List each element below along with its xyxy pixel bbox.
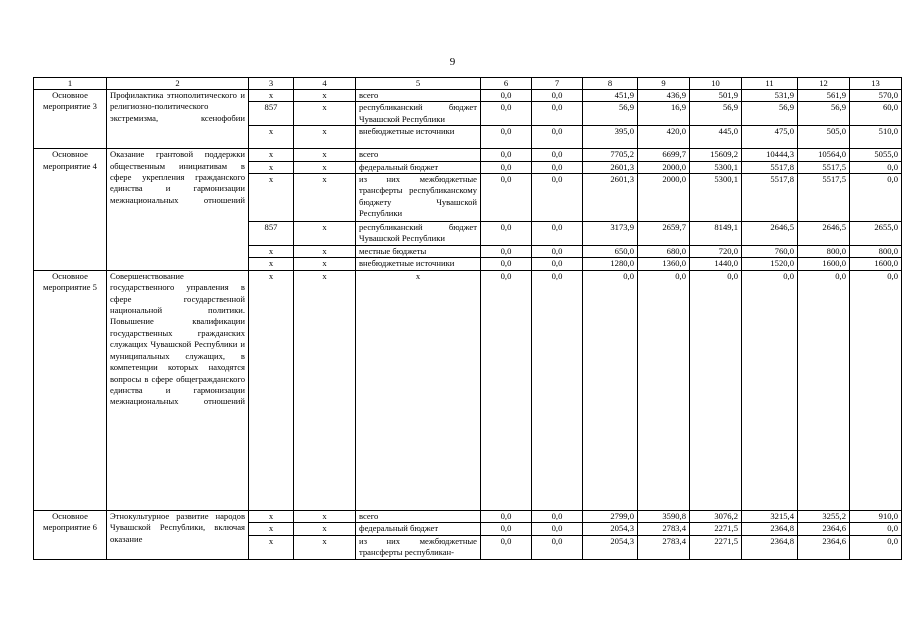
value-cell: 3255,2 <box>798 510 850 522</box>
value-cell: 0,0 <box>532 174 583 222</box>
column-header: 5 <box>356 78 481 90</box>
value-cell: 3173,9 <box>583 222 638 246</box>
value-cell: 2054,3 <box>583 535 638 559</box>
col3-cell: x <box>249 510 294 522</box>
value-cell: 720,0 <box>690 246 742 258</box>
col4-cell: x <box>294 174 356 222</box>
col4-cell: x <box>294 126 356 149</box>
value-cell: 1600,0 <box>850 258 902 270</box>
measure-description: Этнокультурное развитие народов Чувашской Республики, включая оказание <box>107 510 249 559</box>
value-cell: 10444,3 <box>742 149 798 161</box>
funding-source: x <box>356 270 481 510</box>
value-cell: 0,0 <box>481 149 532 161</box>
value-cell: 2000,0 <box>638 174 690 222</box>
value-cell: 10564,0 <box>798 149 850 161</box>
col3-cell: x <box>249 174 294 222</box>
value-cell: 2364,6 <box>798 523 850 535</box>
value-cell: 0,0 <box>742 270 798 510</box>
column-header: 3 <box>249 78 294 90</box>
col4-cell: x <box>294 270 356 510</box>
value-cell: 2054,3 <box>583 523 638 535</box>
value-cell: 2783,4 <box>638 523 690 535</box>
column-header: 10 <box>690 78 742 90</box>
value-cell: 0,0 <box>532 161 583 173</box>
value-cell: 2364,6 <box>798 535 850 559</box>
value-cell: 2271,5 <box>690 535 742 559</box>
col3-cell: 857 <box>249 222 294 246</box>
col4-cell: x <box>294 246 356 258</box>
value-cell: 650,0 <box>583 246 638 258</box>
table-body <box>34 78 902 560</box>
col3-cell: x <box>249 535 294 559</box>
column-header: 13 <box>850 78 902 90</box>
col3-cell: x <box>249 149 294 161</box>
funding-source: местные бюджеты <box>356 246 481 258</box>
funding-source: внебюджетные источники <box>356 258 481 270</box>
value-cell: 0,0 <box>532 102 583 126</box>
value-cell: 395,0 <box>583 126 638 149</box>
col4-cell: x <box>294 258 356 270</box>
value-cell: 1520,0 <box>742 258 798 270</box>
value-cell: 0,0 <box>481 523 532 535</box>
value-cell: 531,9 <box>742 90 798 102</box>
value-cell: 505,0 <box>798 126 850 149</box>
value-cell: 2655,0 <box>850 222 902 246</box>
value-cell: 2799,0 <box>583 510 638 522</box>
value-cell: 570,0 <box>850 90 902 102</box>
col4-cell: x <box>294 102 356 126</box>
funding-source: всего <box>356 149 481 161</box>
value-cell: 1360,0 <box>638 258 690 270</box>
value-cell: 451,9 <box>583 90 638 102</box>
value-cell: 561,9 <box>798 90 850 102</box>
value-cell: 0,0 <box>532 270 583 510</box>
value-cell: 2601,3 <box>583 161 638 173</box>
funding-source: из них межбюджетные трансферты республиканскому бюджету Чувашской Республики <box>356 174 481 222</box>
value-cell: 0,0 <box>532 535 583 559</box>
value-cell: 0,0 <box>532 258 583 270</box>
value-cell: 2271,5 <box>690 523 742 535</box>
col3-cell: x <box>249 258 294 270</box>
value-cell: 0,0 <box>481 258 532 270</box>
value-cell: 2601,3 <box>583 174 638 222</box>
value-cell: 0,0 <box>850 270 902 510</box>
value-cell: 0,0 <box>532 126 583 149</box>
value-cell: 1600,0 <box>798 258 850 270</box>
value-cell: 0,0 <box>850 535 902 559</box>
col4-cell: x <box>294 535 356 559</box>
col3-cell: x <box>249 90 294 102</box>
value-cell: 5517,8 <box>742 161 798 173</box>
value-cell: 0,0 <box>481 270 532 510</box>
value-cell: 0,0 <box>532 222 583 246</box>
column-header: 7 <box>532 78 583 90</box>
value-cell: 0,0 <box>532 149 583 161</box>
value-cell: 2364,8 <box>742 523 798 535</box>
value-cell: 680,0 <box>638 246 690 258</box>
column-header: 6 <box>481 78 532 90</box>
value-cell: 800,0 <box>798 246 850 258</box>
column-header: 1 <box>34 78 107 90</box>
col3-cell: x <box>249 126 294 149</box>
funding-source: федеральный бюджет <box>356 523 481 535</box>
col4-cell: x <box>294 161 356 173</box>
value-cell: 5300,1 <box>690 174 742 222</box>
value-cell: 3076,2 <box>690 510 742 522</box>
value-cell: 0,0 <box>638 270 690 510</box>
funding-source: всего <box>356 90 481 102</box>
budget-table <box>33 77 902 560</box>
value-cell: 7705,2 <box>583 149 638 161</box>
value-cell: 56,9 <box>690 102 742 126</box>
value-cell: 436,9 <box>638 90 690 102</box>
funding-source: из них межбюджетные трансферты республикан- <box>356 535 481 559</box>
value-cell: 0,0 <box>532 90 583 102</box>
page-number: 9 <box>449 56 456 68</box>
measure-description: Совершенствование государственного управления в сфере государственной национальной политики. Повышение квалификации государственных гражданских служащих Чувашской Республики и муниципальных служащих, в компетенции которых находятся вопросы в сфере общегражданского единства и гармонизации межнациональных отношений <box>107 270 249 510</box>
value-cell: 0,0 <box>532 523 583 535</box>
value-cell: 0,0 <box>850 174 902 222</box>
value-cell: 6699,7 <box>638 149 690 161</box>
col4-cell: x <box>294 523 356 535</box>
value-cell: 60,0 <box>850 102 902 126</box>
value-cell: 445,0 <box>690 126 742 149</box>
value-cell: 2783,4 <box>638 535 690 559</box>
value-cell: 0,0 <box>532 246 583 258</box>
value-cell: 5055,0 <box>850 149 902 161</box>
column-header: 4 <box>294 78 356 90</box>
header-row <box>34 78 902 90</box>
column-header: 11 <box>742 78 798 90</box>
value-cell: 2364,8 <box>742 535 798 559</box>
value-cell: 0,0 <box>481 222 532 246</box>
value-cell: 0,0 <box>481 535 532 559</box>
col4-cell: x <box>294 90 356 102</box>
measure-name: Основное мероприятие 6 <box>34 510 107 559</box>
value-cell: 56,9 <box>742 102 798 126</box>
value-cell: 0,0 <box>481 246 532 258</box>
value-cell: 0,0 <box>798 270 850 510</box>
value-cell: 0,0 <box>532 510 583 522</box>
value-cell: 2659,7 <box>638 222 690 246</box>
value-cell: 501,9 <box>690 90 742 102</box>
table-row <box>34 90 902 102</box>
value-cell: 800,0 <box>850 246 902 258</box>
value-cell: 5300,1 <box>690 161 742 173</box>
value-cell: 0,0 <box>481 161 532 173</box>
table-row <box>34 270 902 510</box>
value-cell: 0,0 <box>481 126 532 149</box>
value-cell: 3215,4 <box>742 510 798 522</box>
col4-cell: x <box>294 222 356 246</box>
measure-description: Профилактика этнополитического и религиозно-политического экстремизма, ксенофобии <box>107 90 249 149</box>
value-cell: 16,9 <box>638 102 690 126</box>
value-cell: 56,9 <box>798 102 850 126</box>
value-cell: 2646,5 <box>742 222 798 246</box>
value-cell: 0,0 <box>481 90 532 102</box>
col3-cell: x <box>249 270 294 510</box>
measure-name: Основное мероприятие 5 <box>34 270 107 510</box>
measure-name: Основное мероприятие 3 <box>34 90 107 149</box>
col3-cell: 857 <box>249 102 294 126</box>
col4-cell: x <box>294 149 356 161</box>
table-row <box>34 510 902 522</box>
value-cell: 15609,2 <box>690 149 742 161</box>
column-header: 12 <box>798 78 850 90</box>
value-cell: 910,0 <box>850 510 902 522</box>
value-cell: 0,0 <box>690 270 742 510</box>
value-cell: 2000,0 <box>638 161 690 173</box>
value-cell: 56,9 <box>583 102 638 126</box>
value-cell: 0,0 <box>583 270 638 510</box>
value-cell: 5517,5 <box>798 161 850 173</box>
value-cell: 0,0 <box>481 102 532 126</box>
col3-cell: x <box>249 246 294 258</box>
funding-source: внебюджетные источники <box>356 126 481 149</box>
value-cell: 420,0 <box>638 126 690 149</box>
col3-cell: x <box>249 161 294 173</box>
measure-name: Основное мероприятие 4 <box>34 149 107 271</box>
funding-source: республиканский бюджет Чувашской Республики <box>356 102 481 126</box>
value-cell: 510,0 <box>850 126 902 149</box>
value-cell: 0,0 <box>481 510 532 522</box>
value-cell: 0,0 <box>850 523 902 535</box>
column-header: 2 <box>107 78 249 90</box>
value-cell: 3590,8 <box>638 510 690 522</box>
value-cell: 0,0 <box>850 161 902 173</box>
table-row <box>34 149 902 161</box>
value-cell: 475,0 <box>742 126 798 149</box>
funding-source: республиканский бюджет Чувашской Республики <box>356 222 481 246</box>
value-cell: 2646,5 <box>798 222 850 246</box>
value-cell: 8149,1 <box>690 222 742 246</box>
column-header: 8 <box>583 78 638 90</box>
value-cell: 0,0 <box>481 174 532 222</box>
value-cell: 760,0 <box>742 246 798 258</box>
col4-cell: x <box>294 510 356 522</box>
funding-source: федеральный бюджет <box>356 161 481 173</box>
value-cell: 5517,5 <box>798 174 850 222</box>
funding-source: всего <box>356 510 481 522</box>
col3-cell: x <box>249 523 294 535</box>
value-cell: 5517,8 <box>742 174 798 222</box>
value-cell: 1440,0 <box>690 258 742 270</box>
measure-description: Оказание грантовой поддержки общественным инициативам в сфере укрепления гражданского единства и гармонизации межнациональных отношений <box>107 149 249 271</box>
column-header: 9 <box>638 78 690 90</box>
value-cell: 1280,0 <box>583 258 638 270</box>
